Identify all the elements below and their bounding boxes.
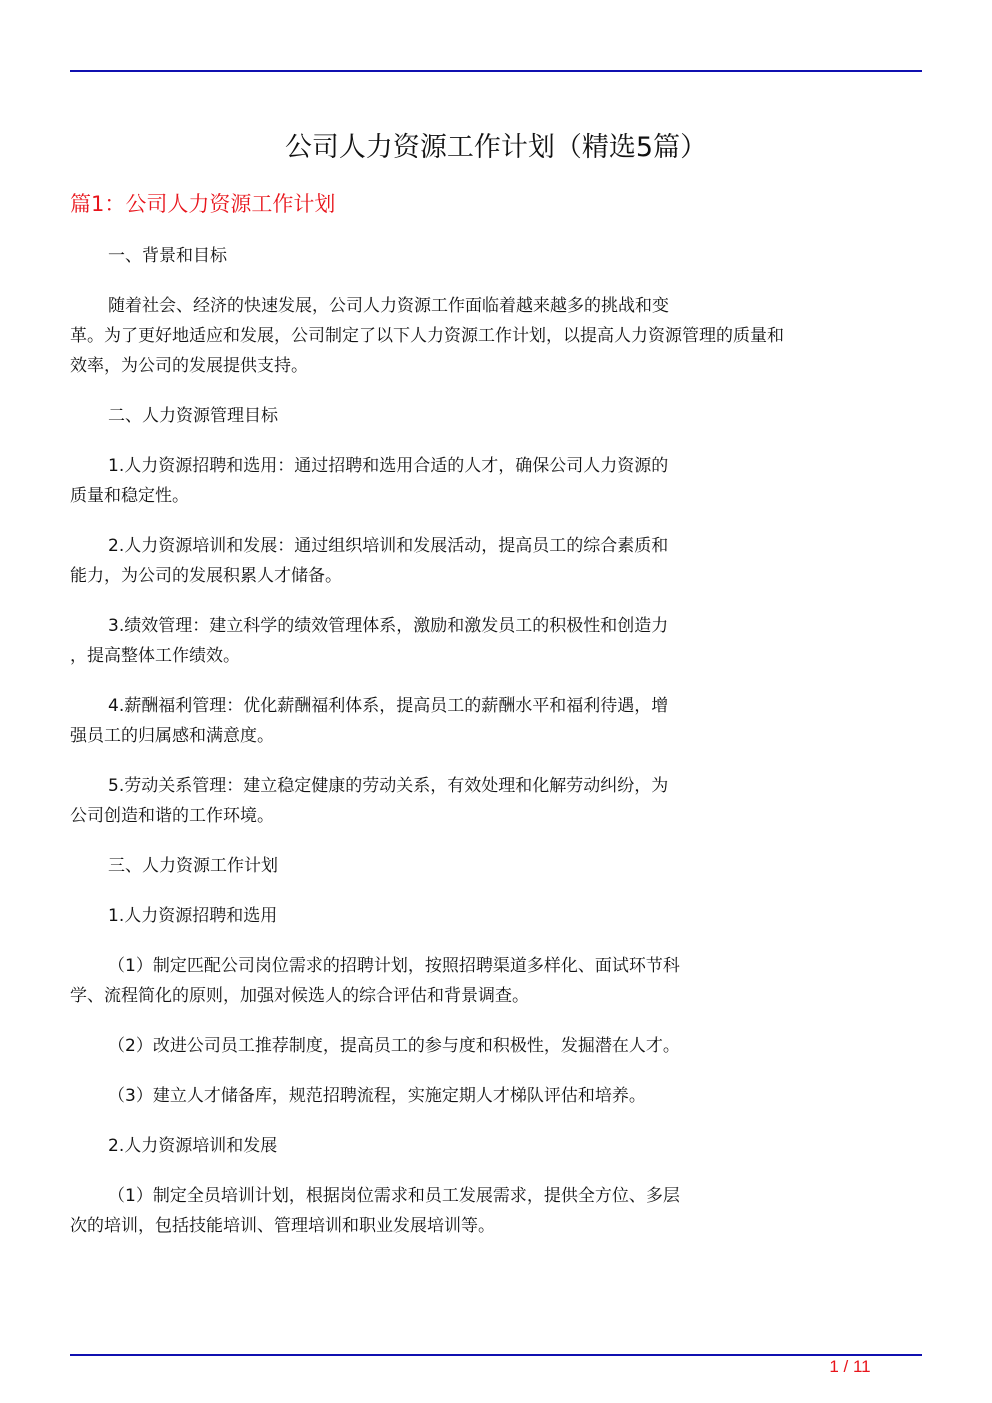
- paragraph-line: 4.薪酬福利管理：优化薪酬福利体系，提高员工的薪酬水平和福利待遇，增: [108, 696, 669, 716]
- paragraph-line: 随着社会、经济的快速发展，公司人力资源工作面临着越来越多的挑战和变: [108, 296, 669, 316]
- paragraph-line: （2）改进公司员工推荐制度，提高员工的参与度和积极性，发掘潜在人才。: [108, 1036, 680, 1056]
- paragraph: [70, 771, 922, 831]
- paragraph-line: 次的培训，包括技能培训、管理培训和职业发展培训等。: [70, 1216, 495, 1236]
- paragraph-line: 2.人力资源培训和发展: [108, 1136, 278, 1156]
- paragraph: [70, 901, 922, 931]
- paragraph: [70, 531, 922, 591]
- paragraph: [70, 401, 922, 431]
- paragraph-line: 质量和稳定性。: [70, 486, 189, 506]
- paragraph: [70, 691, 922, 751]
- paragraph-line: 1.人力资源招聘和选用：通过招聘和选用合适的人才，确保公司人力资源的: [108, 456, 669, 476]
- paragraph-line: （1）制定全员培训计划，根据岗位需求和员工发展需求，提供全方位、多层: [108, 1186, 680, 1206]
- paragraph-line: 一、背景和目标: [108, 246, 227, 266]
- page-number: 1 / 11: [829, 1357, 871, 1376]
- paragraph: [70, 1131, 922, 1161]
- paragraph-line: 二、人力资源管理目标: [108, 406, 278, 426]
- paragraph-line: 2.人力资源培训和发展：通过组织培训和发展活动，提高员工的综合素质和: [108, 536, 669, 556]
- paragraph-line: （1）制定匹配公司岗位需求的招聘计划，按照招聘渠道多样化、面试环节科: [108, 956, 680, 976]
- footer-rule: [70, 1354, 922, 1356]
- paragraph: [70, 451, 922, 511]
- paragraph-line: （3）建立人才储备库，规范招聘流程，实施定期人才梯队评估和培养。: [108, 1086, 646, 1106]
- section-heading: 篇1：公司人力资源工作计划: [70, 192, 336, 216]
- paragraph-line: 革。为了更好地适应和发展，公司制定了以下人力资源工作计划，以提高人力资源管理的质量和: [70, 326, 784, 346]
- document-title: 公司人力资源工作计划（精选5篇）: [284, 132, 708, 163]
- paragraph-line: 能力，为公司的发展积累人才储备。: [70, 566, 342, 586]
- paragraph: [70, 291, 922, 381]
- paragraph-line: 强员工的归属感和满意度。: [70, 726, 274, 746]
- paragraph: [70, 951, 922, 1011]
- paragraph: [70, 241, 922, 271]
- paragraph-line: 三、人力资源工作计划: [108, 856, 278, 876]
- paragraph-line: 公司创造和谐的工作环境。: [70, 806, 274, 826]
- document-body: [70, 241, 922, 1261]
- paragraph: [70, 851, 922, 881]
- paragraph-line: 效率，为公司的发展提供支持。: [70, 356, 308, 376]
- paragraph: [70, 611, 922, 671]
- paragraph-line: 1.人力资源招聘和选用: [108, 906, 278, 926]
- paragraph: [70, 1031, 922, 1061]
- paragraph: [70, 1081, 922, 1111]
- paragraph-line: 3.绩效管理：建立科学的绩效管理体系，激励和激发员工的积极性和创造力: [108, 616, 669, 636]
- paragraph-line: ，提高整体工作绩效。: [70, 646, 240, 666]
- paragraph: [70, 1181, 922, 1241]
- header-rule: [70, 70, 922, 72]
- paragraph-line: 5.劳动关系管理：建立稳定健康的劳动关系，有效处理和化解劳动纠纷，为: [108, 776, 669, 796]
- paragraph-line: 学、流程简化的原则，加强对候选人的综合评估和背景调查。: [70, 986, 529, 1006]
